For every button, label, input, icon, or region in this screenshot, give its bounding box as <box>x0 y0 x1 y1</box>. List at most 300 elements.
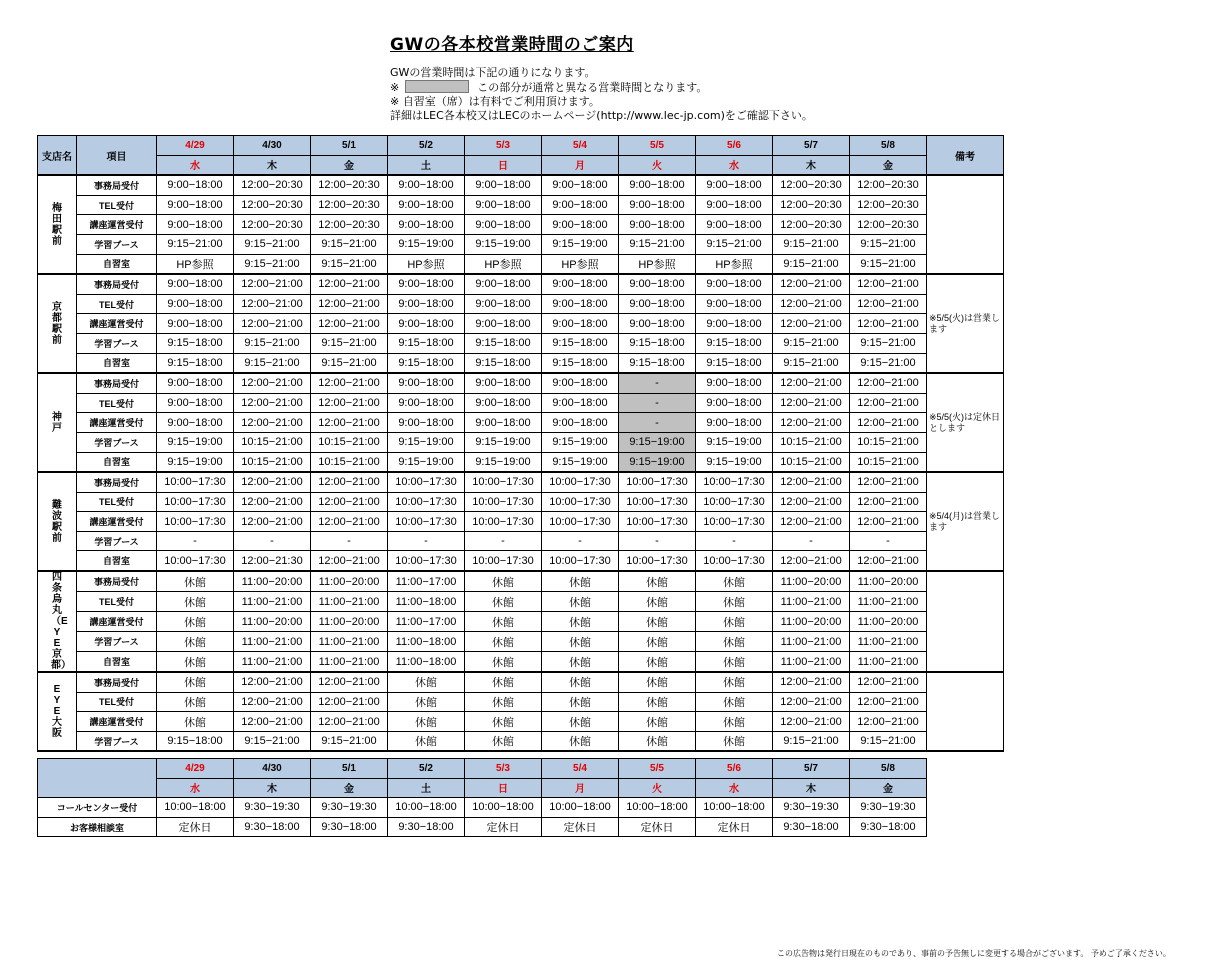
time-cell: 定休日 <box>465 817 542 837</box>
time-cell: 9:15−21:00 <box>234 333 311 353</box>
item-label: 学習ブース <box>77 234 157 254</box>
table-row <box>38 512 1004 532</box>
table-row <box>38 571 1004 592</box>
day-header: 土 <box>388 155 465 175</box>
item-label: 事務局受付 <box>77 571 157 592</box>
time-cell: 9:15−21:00 <box>311 731 388 751</box>
time-cell: - <box>696 531 773 551</box>
time-cell: 9:15−19:00 <box>619 432 696 452</box>
date-header: 4/29 <box>157 759 234 779</box>
item-label: 事務局受付 <box>77 175 157 195</box>
remark-cell: ※5/4(月)は営業します <box>927 472 1004 571</box>
time-cell: 9:00−18:00 <box>157 393 234 413</box>
time-cell: - <box>157 531 234 551</box>
day-header: 土 <box>388 778 465 798</box>
table-row <box>38 492 1004 512</box>
header-date-row <box>38 136 1004 156</box>
time-cell: 9:15−21:00 <box>311 254 388 274</box>
note-line: ※ 自習室（席）は有料でご利用頂けます。 <box>390 95 600 108</box>
time-cell: 9:15−21:00 <box>311 234 388 254</box>
remark-cell: ※5/5(火)は営業します <box>927 274 1004 373</box>
header-day-row <box>38 155 1004 175</box>
time-cell: 12:00−21:00 <box>850 692 927 712</box>
time-cell: 9:15−18:00 <box>696 333 773 353</box>
date-header: 5/5 <box>619 759 696 779</box>
branch-name-cell <box>38 472 77 571</box>
table-row <box>38 333 1004 353</box>
time-cell: 9:00−18:00 <box>696 413 773 433</box>
time-cell: 休館 <box>619 571 696 592</box>
time-cell: 9:00−18:00 <box>157 215 234 235</box>
notes <box>390 66 813 123</box>
time-cell: 12:00−20:30 <box>850 195 927 215</box>
time-cell: 9:15−19:00 <box>465 234 542 254</box>
time-cell: 定休日 <box>157 817 234 837</box>
time-cell: 9:30−19:30 <box>234 798 311 818</box>
table-row <box>38 592 1004 612</box>
time-cell: 11:00−20:00 <box>234 612 311 632</box>
time-cell: 9:30−18:00 <box>773 817 850 837</box>
date-header: 5/2 <box>388 759 465 779</box>
branch-name: 梅田駅前 <box>52 202 62 247</box>
time-cell: 12:00−21:00 <box>850 551 927 571</box>
time-cell: 9:15−21:00 <box>850 333 927 353</box>
time-cell: 12:00−21:00 <box>234 692 311 712</box>
time-cell: 9:00−18:00 <box>388 413 465 433</box>
time-cell: 12:00−21:00 <box>234 373 311 393</box>
time-cell: 9:00−18:00 <box>619 175 696 195</box>
item-header: 項目 <box>77 136 157 176</box>
time-cell: 休館 <box>696 731 773 751</box>
time-cell: 9:15−21:00 <box>234 234 311 254</box>
time-cell: 11:00−21:00 <box>850 652 927 673</box>
time-cell: 定休日 <box>619 817 696 837</box>
time-cell: - <box>850 531 927 551</box>
time-cell: 休館 <box>157 692 234 712</box>
day-header: 日 <box>465 778 542 798</box>
time-cell: 12:00−21:00 <box>850 274 927 294</box>
time-cell: 10:15−21:00 <box>773 452 850 472</box>
time-cell: 9:00−18:00 <box>465 274 542 294</box>
branch-name: 京都駅前 <box>52 301 62 346</box>
time-cell: 休館 <box>542 571 619 592</box>
time-cell: 休館 <box>465 672 542 692</box>
time-cell: 11:00−20:00 <box>773 612 850 632</box>
time-cell: 12:00−21:00 <box>234 413 311 433</box>
time-cell: 9:15−18:00 <box>619 333 696 353</box>
table-row <box>38 234 1004 254</box>
table-row <box>38 432 1004 452</box>
time-cell: 休館 <box>696 712 773 732</box>
date-header: 5/4 <box>542 759 619 779</box>
date-header: 5/6 <box>696 136 773 156</box>
note-mark: ※ <box>390 81 400 94</box>
header-date-row <box>38 759 927 779</box>
time-cell: 9:00−18:00 <box>388 215 465 235</box>
branch-name-cell <box>38 274 77 373</box>
time-cell: 9:00−18:00 <box>542 294 619 314</box>
time-cell: 12:00−21:00 <box>234 393 311 413</box>
time-cell: 11:00−21:00 <box>311 632 388 652</box>
time-cell: 10:00−17:30 <box>388 492 465 512</box>
time-cell: 9:00−18:00 <box>542 175 619 195</box>
date-header: 5/5 <box>619 136 696 156</box>
time-cell: 休館 <box>465 632 542 652</box>
time-cell: 9:15−19:00 <box>388 432 465 452</box>
time-cell: - <box>619 413 696 433</box>
time-cell: 9:15−21:00 <box>234 731 311 751</box>
time-cell: 12:00−21:30 <box>234 551 311 571</box>
time-cell: 9:00−18:00 <box>388 393 465 413</box>
time-cell: 休館 <box>619 652 696 673</box>
time-cell: 12:00−21:00 <box>773 373 850 393</box>
table-row <box>38 472 1004 492</box>
time-cell: 休館 <box>619 632 696 652</box>
time-cell: 10:00−17:30 <box>157 512 234 532</box>
time-cell: 10:00−17:30 <box>619 472 696 492</box>
table-row <box>38 373 1004 393</box>
time-cell: 12:00−20:30 <box>773 195 850 215</box>
time-cell: 12:00−20:30 <box>311 195 388 215</box>
table-row <box>38 632 1004 652</box>
time-cell: 10:00−17:30 <box>619 492 696 512</box>
time-cell: 12:00−21:00 <box>311 712 388 732</box>
time-cell: 10:00−17:30 <box>542 551 619 571</box>
time-cell: HP参照 <box>465 254 542 274</box>
time-cell: 9:00−18:00 <box>465 294 542 314</box>
time-cell: 定休日 <box>696 817 773 837</box>
time-cell: 9:00−18:00 <box>388 373 465 393</box>
time-cell: 9:00−18:00 <box>696 393 773 413</box>
item-label: TEL受付 <box>77 692 157 712</box>
time-cell: 12:00−21:00 <box>311 373 388 393</box>
item-label: TEL受付 <box>77 195 157 215</box>
date-header: 5/2 <box>388 136 465 156</box>
time-cell: 12:00−21:00 <box>850 712 927 732</box>
time-cell: 9:30−19:30 <box>311 798 388 818</box>
time-cell: 9:15−18:00 <box>465 353 542 373</box>
time-cell: 9:00−18:00 <box>696 373 773 393</box>
page-title: GWの各本校営業時間のご案内 <box>390 35 634 55</box>
time-cell: 9:00−18:00 <box>465 175 542 195</box>
note-line: GWの営業時間は下記の通りになります。 <box>390 66 596 79</box>
table-row <box>38 652 1004 673</box>
time-cell: 11:00−21:00 <box>234 652 311 673</box>
date-header: 4/29 <box>157 136 234 156</box>
time-cell: HP参照 <box>619 254 696 274</box>
branch-name: 四条烏丸（EYE京都） <box>51 572 71 672</box>
day-header: 火 <box>619 155 696 175</box>
time-cell: 9:00−18:00 <box>696 314 773 334</box>
time-cell: 11:00−20:00 <box>234 571 311 592</box>
branch-group <box>38 175 1004 274</box>
time-cell: 12:00−21:00 <box>311 672 388 692</box>
time-cell: 10:15−21:00 <box>773 432 850 452</box>
time-cell: 休館 <box>157 652 234 673</box>
table-row <box>38 215 1004 235</box>
day-header: 木 <box>773 155 850 175</box>
item-label: 講座運営受付 <box>77 413 157 433</box>
time-cell: 10:00−18:00 <box>465 798 542 818</box>
item-label: 学習ブース <box>77 432 157 452</box>
time-cell: 12:00−21:00 <box>311 294 388 314</box>
row-label: お客様相談室 <box>38 817 157 837</box>
day-header: 日 <box>465 155 542 175</box>
item-label: 学習ブース <box>77 731 157 751</box>
time-cell: 9:15−21:00 <box>773 353 850 373</box>
time-cell: 12:00−21:00 <box>773 492 850 512</box>
time-cell: 9:15−19:00 <box>542 432 619 452</box>
time-cell: 11:00−18:00 <box>388 652 465 673</box>
time-cell: 10:00−17:30 <box>388 512 465 532</box>
time-cell: 12:00−20:30 <box>850 215 927 235</box>
item-label: 自習室 <box>77 452 157 472</box>
time-cell: 休館 <box>542 692 619 712</box>
time-cell: 休館 <box>696 652 773 673</box>
time-cell: 休館 <box>388 712 465 732</box>
time-cell: 休館 <box>465 571 542 592</box>
time-cell: 10:00−17:30 <box>465 492 542 512</box>
time-cell: - <box>619 393 696 413</box>
time-cell: 9:15−21:00 <box>850 254 927 274</box>
time-cell: 12:00−20:30 <box>311 215 388 235</box>
time-cell: 9:15−21:00 <box>850 353 927 373</box>
time-cell: 11:00−20:00 <box>773 571 850 592</box>
time-cell: 11:00−21:00 <box>773 652 850 673</box>
time-cell: 10:00−17:30 <box>696 472 773 492</box>
time-cell: 12:00−21:00 <box>311 551 388 571</box>
time-cell: 9:15−18:00 <box>619 353 696 373</box>
item-label: 学習ブース <box>77 333 157 353</box>
row-label: コールセンター受付 <box>38 798 157 818</box>
time-cell: 10:00−18:00 <box>696 798 773 818</box>
time-cell: 12:00−21:00 <box>234 672 311 692</box>
time-cell: 10:00−17:30 <box>542 492 619 512</box>
time-cell: 9:15−18:00 <box>542 353 619 373</box>
note-text: この部分が通常と異なる営業時間となります。 <box>477 81 708 94</box>
date-header: 5/4 <box>542 136 619 156</box>
time-cell: 10:00−17:30 <box>696 492 773 512</box>
time-cell: 12:00−20:30 <box>234 195 311 215</box>
time-cell: 9:30−19:30 <box>850 798 927 818</box>
time-cell: 12:00−21:00 <box>850 672 927 692</box>
time-cell: 9:00−18:00 <box>388 294 465 314</box>
day-header: 金 <box>311 155 388 175</box>
time-cell: 休館 <box>696 592 773 612</box>
item-label: 事務局受付 <box>77 274 157 294</box>
time-cell: 9:15−21:00 <box>234 254 311 274</box>
day-header: 木 <box>234 155 311 175</box>
item-label: 講座運営受付 <box>77 712 157 732</box>
time-cell: 11:00−21:00 <box>234 592 311 612</box>
time-cell: 11:00−21:00 <box>773 592 850 612</box>
time-cell: 12:00−21:00 <box>773 393 850 413</box>
time-cell: 10:00−17:30 <box>388 551 465 571</box>
date-header: 5/1 <box>311 759 388 779</box>
table-row <box>38 672 1004 692</box>
time-cell: - <box>311 531 388 551</box>
time-cell: 9:00−18:00 <box>696 294 773 314</box>
time-cell: 12:00−21:00 <box>234 472 311 492</box>
item-label: 事務局受付 <box>77 373 157 393</box>
time-cell: 9:00−18:00 <box>619 215 696 235</box>
table-row <box>38 531 1004 551</box>
time-cell: - <box>619 531 696 551</box>
remarks-header: 備考 <box>927 136 1004 176</box>
time-cell: 12:00−21:00 <box>773 314 850 334</box>
time-cell: 休館 <box>619 712 696 732</box>
date-header: 5/3 <box>465 136 542 156</box>
time-cell: 休館 <box>696 672 773 692</box>
time-cell: 9:00−18:00 <box>157 274 234 294</box>
time-cell: 9:00−18:00 <box>465 314 542 334</box>
gray-legend-swatch <box>405 80 469 93</box>
time-cell: 9:15−18:00 <box>157 731 234 751</box>
branch-name-cell <box>38 571 77 672</box>
time-cell: 10:00−18:00 <box>619 798 696 818</box>
time-cell: 9:15−19:00 <box>388 234 465 254</box>
time-cell: 12:00−21:00 <box>311 472 388 492</box>
time-cell: 12:00−21:00 <box>234 274 311 294</box>
item-label: 事務局受付 <box>77 472 157 492</box>
time-cell: 9:15−21:00 <box>234 353 311 373</box>
time-cell: - <box>388 531 465 551</box>
time-cell: 9:15−19:00 <box>542 452 619 472</box>
table-row <box>38 274 1004 294</box>
table-row <box>38 175 1004 195</box>
time-cell: 12:00−20:30 <box>773 215 850 235</box>
time-cell: 11:00−20:00 <box>850 612 927 632</box>
date-header: 5/8 <box>850 759 927 779</box>
time-cell: 12:00−20:30 <box>234 215 311 235</box>
time-cell: 9:30−19:30 <box>773 798 850 818</box>
day-header: 水 <box>157 155 234 175</box>
time-cell: 9:00−18:00 <box>157 413 234 433</box>
time-cell: 9:15−18:00 <box>388 333 465 353</box>
time-cell: 12:00−21:00 <box>311 413 388 433</box>
day-header: 金 <box>850 778 927 798</box>
date-header: 5/6 <box>696 759 773 779</box>
time-cell: - <box>465 531 542 551</box>
item-label: 自習室 <box>77 254 157 274</box>
time-cell: 休館 <box>388 692 465 712</box>
time-cell: 9:00−18:00 <box>619 274 696 294</box>
time-cell: 9:15−18:00 <box>465 333 542 353</box>
table-row <box>38 798 927 818</box>
time-cell: 9:30−18:00 <box>850 817 927 837</box>
time-cell: 12:00−21:00 <box>773 472 850 492</box>
time-cell: 11:00−20:00 <box>850 571 927 592</box>
item-label: 自習室 <box>77 353 157 373</box>
table-row <box>38 731 1004 751</box>
time-cell: 9:00−18:00 <box>388 314 465 334</box>
table-row <box>38 353 1004 373</box>
time-cell: 11:00−20:00 <box>311 571 388 592</box>
time-cell: 10:00−17:30 <box>696 512 773 532</box>
time-cell: 10:00−17:30 <box>619 512 696 532</box>
time-cell: 9:00−18:00 <box>157 294 234 314</box>
note-line <box>390 80 813 95</box>
branch-group <box>38 472 1004 571</box>
time-cell: 9:15−19:00 <box>696 432 773 452</box>
time-cell: 9:15−21:00 <box>311 333 388 353</box>
table-row <box>38 393 1004 413</box>
time-cell: 10:15−21:00 <box>311 432 388 452</box>
time-cell: HP参照 <box>388 254 465 274</box>
time-cell: 10:00−17:30 <box>465 512 542 532</box>
time-cell: 12:00−21:00 <box>773 712 850 732</box>
time-cell: 10:15−21:00 <box>850 432 927 452</box>
item-label: TEL受付 <box>77 294 157 314</box>
time-cell: 12:00−21:00 <box>311 512 388 532</box>
time-cell: 11:00−21:00 <box>234 632 311 652</box>
date-header: 4/30 <box>234 759 311 779</box>
time-cell: 休館 <box>157 712 234 732</box>
remark-cell: ※5/5(火)は定休日とします <box>927 373 1004 472</box>
time-cell: 9:15−18:00 <box>157 333 234 353</box>
time-cell: 10:15−21:00 <box>850 452 927 472</box>
time-cell: 9:00−18:00 <box>619 195 696 215</box>
time-cell: 9:00−18:00 <box>465 195 542 215</box>
date-header: 5/8 <box>850 136 927 156</box>
time-cell: 休館 <box>388 731 465 751</box>
time-cell: 9:15−21:00 <box>619 234 696 254</box>
time-cell: 9:00−18:00 <box>619 314 696 334</box>
time-cell: HP参照 <box>157 254 234 274</box>
time-cell: 10:00−18:00 <box>388 798 465 818</box>
time-cell: 休館 <box>542 632 619 652</box>
time-cell: 9:15−18:00 <box>542 333 619 353</box>
remark-cell <box>927 672 1004 751</box>
time-cell: 9:15−21:00 <box>157 234 234 254</box>
time-cell: 休館 <box>465 612 542 632</box>
time-cell: 12:00−21:00 <box>850 492 927 512</box>
time-cell: 9:30−18:00 <box>311 817 388 837</box>
time-cell: 休館 <box>157 592 234 612</box>
time-cell: 休館 <box>696 632 773 652</box>
time-cell: 12:00−20:30 <box>850 175 927 195</box>
day-header: 木 <box>773 778 850 798</box>
time-cell: 9:15−21:00 <box>773 731 850 751</box>
item-label: TEL受付 <box>77 393 157 413</box>
table-row <box>38 413 1004 433</box>
time-cell: 11:00−21:00 <box>850 632 927 652</box>
branch-group <box>38 274 1004 373</box>
time-cell: 12:00−21:00 <box>773 413 850 433</box>
time-cell: 12:00−21:00 <box>773 672 850 692</box>
time-cell: 11:00−21:00 <box>850 592 927 612</box>
time-cell: - <box>234 531 311 551</box>
time-cell: 10:15−21:00 <box>234 432 311 452</box>
time-cell: 休館 <box>619 612 696 632</box>
day-header: 木 <box>234 778 311 798</box>
time-cell: 9:00−18:00 <box>465 215 542 235</box>
date-header: 5/7 <box>773 136 850 156</box>
time-cell: 9:00−18:00 <box>542 413 619 433</box>
table-row <box>38 712 1004 732</box>
table-row <box>38 817 927 837</box>
time-cell: 9:00−18:00 <box>157 373 234 393</box>
time-cell: 11:00−21:00 <box>773 632 850 652</box>
time-cell: 9:15−19:00 <box>696 452 773 472</box>
time-cell: HP参照 <box>696 254 773 274</box>
time-cell: 9:30−18:00 <box>388 817 465 837</box>
day-header: 水 <box>696 778 773 798</box>
table-row <box>38 294 1004 314</box>
time-cell: 9:00−18:00 <box>542 274 619 294</box>
branch-name-cell <box>38 672 77 751</box>
time-cell: 12:00−21:00 <box>773 692 850 712</box>
